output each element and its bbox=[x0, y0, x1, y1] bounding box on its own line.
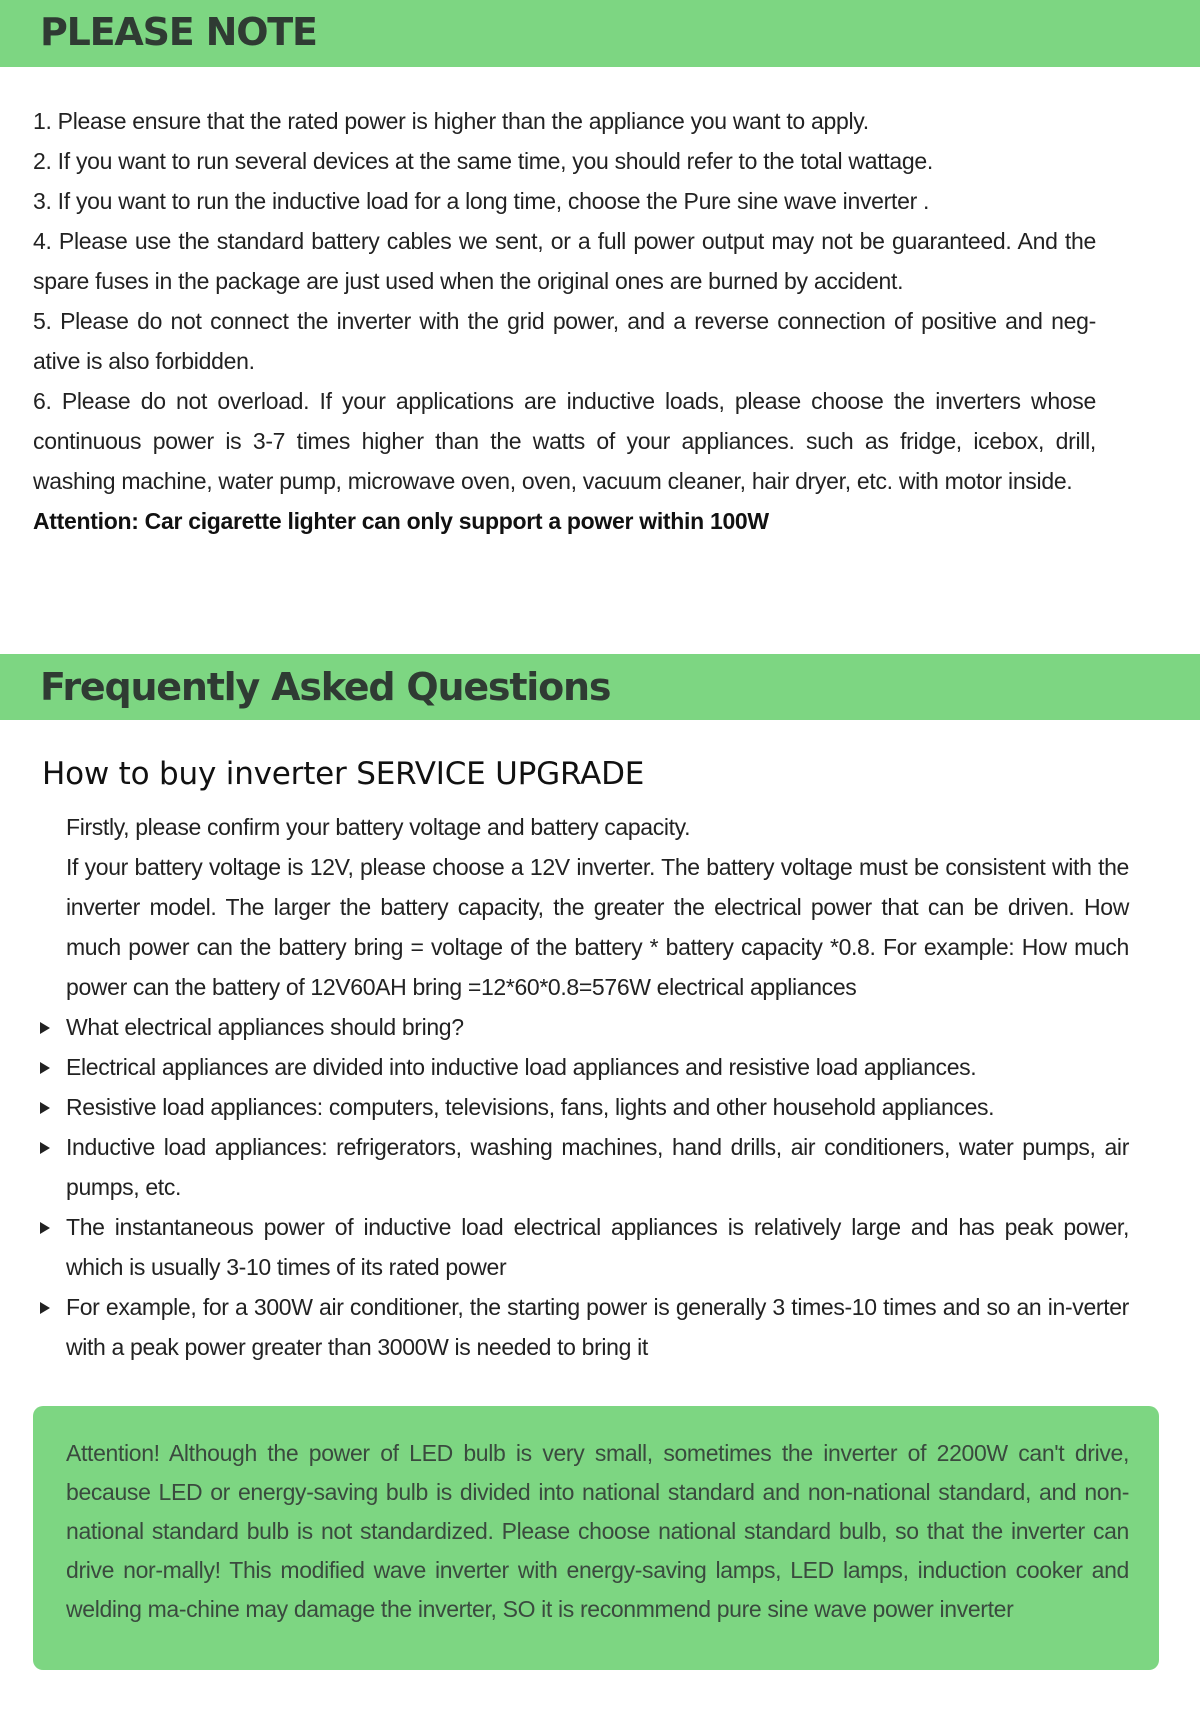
faq-bullet-item bbox=[36, 1007, 1129, 1047]
faq-heading: How to buy inverter SERVICE UPGRADE bbox=[42, 756, 645, 792]
faq-bullet-text: The instantaneous power of inductive load electrical appliances is relatively large and has peak power, which is usually 3-10 times of its rated power bbox=[66, 1214, 1129, 1280]
faq-intro-line-1: Firstly, please confirm your battery voltage and battery capacity. bbox=[66, 814, 691, 840]
note-item-6: 6. Please do not overload. If your applications are inductive loads, please choose the inverters whose continuous power is 3-7 times higher than the watts of your appliances. such as fridge, icebox, drill, washing machine, water pump, microwave oven, oven, vacuum cleaner, hair dryer, etc. with motor inside. bbox=[33, 388, 1096, 494]
attention-box bbox=[33, 1406, 1159, 1670]
faq-intro-line-2: If your battery voltage is 12V, please choose a 12V inverter. The battery voltage must be consistent with the inverter model. The larger the battery capacity, the greater the electrical power that can be driven. How much power can the battery bring = voltage of the battery * battery capacity *0.8. For example: How much power can the battery of 12V60AH bring =12*60*0.8=576W electrical appliances bbox=[66, 854, 1129, 1000]
faq-intro bbox=[66, 807, 1129, 1007]
note-item-1: 1. Please ensure that the rated power is higher than the appliance you want to apply. bbox=[33, 108, 869, 134]
faq-bullet-item bbox=[36, 1087, 1129, 1127]
faq-banner bbox=[0, 654, 1200, 720]
triangle-right-icon bbox=[40, 1222, 50, 1234]
faq-bullet-text: Inductive load appliances: refrigerators, washing machines, hand drills, air conditioners, water pumps, air pumps, etc. bbox=[66, 1134, 1129, 1200]
please-note-list bbox=[33, 101, 1096, 541]
note-item-2: 2. If you want to run several devices at the same time, you should refer to the total wattage. bbox=[33, 148, 933, 174]
triangle-right-icon bbox=[40, 1142, 50, 1154]
faq-bullet-text: Electrical appliances are divided into inductive load appliances and resistive load appliances. bbox=[66, 1054, 977, 1080]
triangle-right-icon bbox=[40, 1302, 50, 1314]
faq-bullet-item bbox=[36, 1127, 1129, 1207]
faq-bullet-text: Resistive load appliances: computers, televisions, fans, lights and other household appliances. bbox=[66, 1094, 995, 1120]
triangle-right-icon bbox=[40, 1022, 50, 1034]
please-note-title: PLEASE NOTE bbox=[40, 10, 317, 54]
attention-box-text: Attention! Although the power of LED bulb is very small, sometimes the inverter of 2200W can't drive, because LED or energy-saving bulb is divided into national standard and non-national standard, and non-national standard bulb is not standardized. Please choose national standard bulb, so that the inverter can drive nor-mally! This modified wave inverter with energy-saving lamps, LED lamps, induction cooker and welding ma-chine may damage the inverter, SO it is reconmmend pure sine wave power inverter bbox=[66, 1440, 1129, 1622]
faq-bullet-list bbox=[36, 1007, 1129, 1367]
faq-bullet-text: For example, for a 300W air conditioner, the starting power is generally 3 times-10 times and so an in-verter with a peak power greater than 3000W is needed to bring it bbox=[66, 1294, 1129, 1360]
faq-bullet-item bbox=[36, 1047, 1129, 1087]
faq-bullet-text: What electrical appliances should bring? bbox=[66, 1014, 464, 1040]
note-item-3: 3. If you want to run the inductive load for a long time, choose the Pure sine wave inverter . bbox=[33, 188, 930, 214]
please-note-banner bbox=[0, 0, 1200, 67]
faq-bullet-item bbox=[36, 1287, 1129, 1367]
faq-bullet-item bbox=[36, 1207, 1129, 1287]
triangle-right-icon bbox=[40, 1102, 50, 1114]
note-item-4: 4. Please use the standard battery cables we sent, or a full power output may not be guaranteed. And the spare fuses in the package are just used when the original ones are burned by accident. bbox=[33, 228, 1096, 294]
note-attention: Attention: Car cigarette lighter can only support a power within 100W bbox=[33, 508, 769, 534]
note-item-5: 5. Please do not connect the inverter with the grid power, and a reverse connection of positive and neg-ative is also forbidden. bbox=[33, 308, 1096, 374]
faq-title: Frequently Asked Questions bbox=[40, 665, 611, 709]
triangle-right-icon bbox=[40, 1062, 50, 1074]
